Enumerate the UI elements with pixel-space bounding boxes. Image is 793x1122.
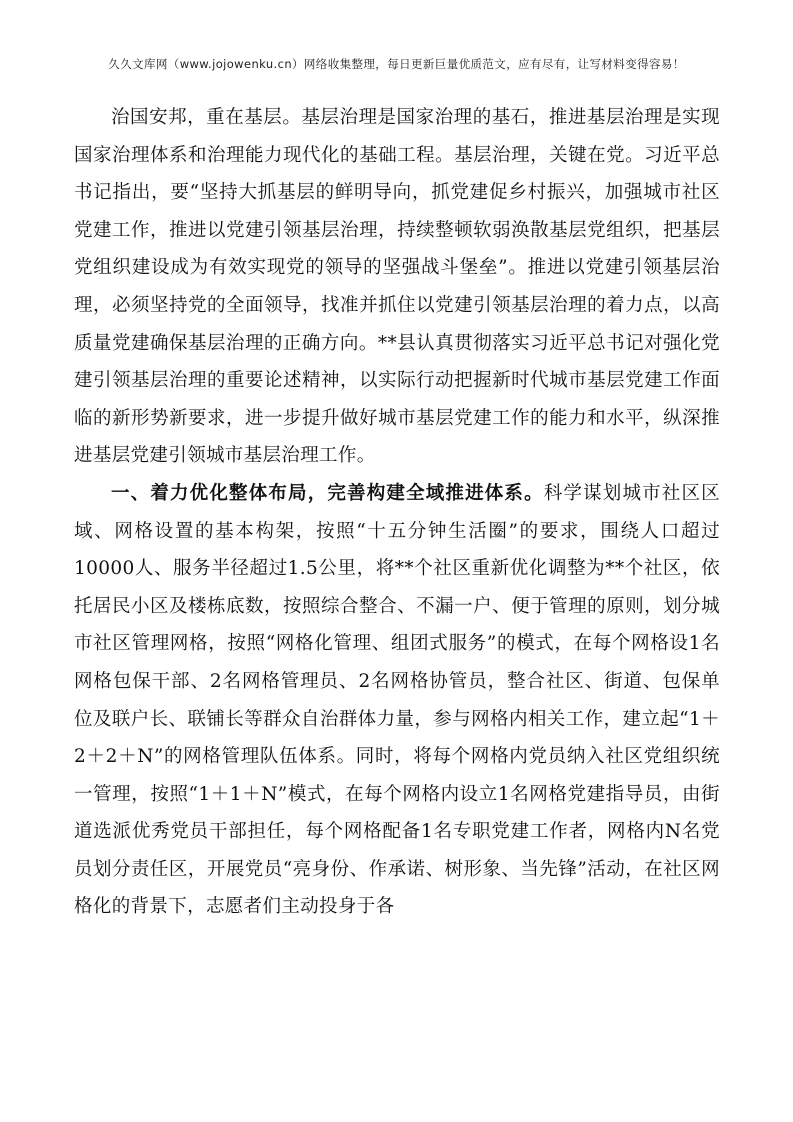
section-1-text: 科学谋划城市社区区域、网格设置的基本构架，按照“十五分钟生活圈”的要求，围绕人口超过10000人、服务半径超过1.5公里，将**个社区重新优化调整为**个社区，依托居民小区及楼栋底数，按照综合整合、不漏一户、便于管理的原则，划分城市社区管理网格，按照“网格化管理、组团式服务”的模式，在每个网格设1名网格包保干部、2名网格管理员、2名网格协管员，整合社区、街道、包保单位及联户长、联铺长等群众自治群体力量，参与网格内相关工作，建立起“1＋2＋2＋N”的网格管理队伍体系。同时，将每个网格内党员纳入社区党组织统一管理，按照“1＋1＋N”模式，在每个网格内设立1名网格党建指导员，由街道选派优秀党员干部担任，每个网格配备1名专职党建工作者，网格内N名党员划分责任区，开展党员“亮身份、作承诺、树形象、当先锋”活动，在社区网格化的背景下，志愿者们主动投身于各 [74, 482, 721, 918]
page-header: 久久文库网（www.jojowenku.cn）网络收集整理，每日更新巨量优质范文，应有尽有，让写材料变得容易！ [108, 57, 685, 71]
section-1-paragraph [74, 475, 720, 926]
section-1-heading: 一、着力优化整体布局，完善构建全域推进体系。 [111, 482, 544, 504]
document-body [74, 99, 720, 926]
intro-paragraph: 治国安邦，重在基层。基层治理是国家治理的基石，推进基层治理是实现国家治理体系和治理能力现代化的基础工程。基层治理，关键在党。习近平总书记指出，要“坚持大抓基层的鲜明导向，抓党建促乡村振兴，加强城市社区党建工作，推进以党建引领基层治理，持续整顿软弱涣散基层党组织，把基层党组织建设成为有效实现党的领导的坚强战斗堡垒”。推进以党建引领基层治理，必须坚持党的全面领导，找准并抓住以党建引领基层治理的着力点，以高质量党建确保基层治理的正确方向。**县认真贯彻落实习近平总书记对强化党建引领基层治理的重要论述精神，以实际行动把握新时代城市基层党建工作面临的新形势新要求，进一步提升做好城市基层党建工作的能力和水平，纵深推进基层党建引领城市基层治理工作。 [74, 107, 720, 467]
